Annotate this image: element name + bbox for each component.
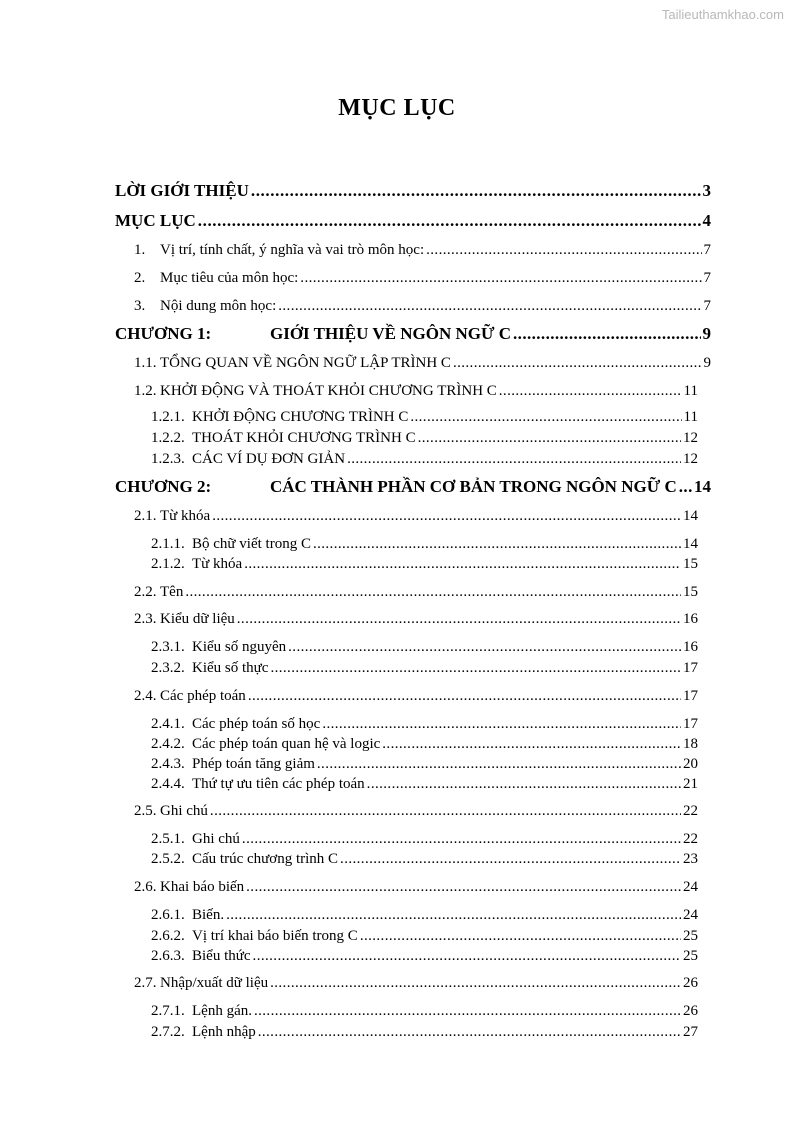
toc-entry-number: 2.7. <box>134 975 157 991</box>
toc-entry-page: 7 <box>703 270 711 286</box>
toc-entry-page: 12 <box>683 451 698 467</box>
toc-entry[interactable] <box>151 905 698 927</box>
toc-entry-number: 2.2. <box>134 584 157 600</box>
toc-entry-number: 2.6.3. <box>151 948 185 964</box>
toc-entry-page: 17 <box>683 660 698 676</box>
toc-entry-number: 1.2. <box>134 383 157 399</box>
toc-entry[interactable] <box>151 829 698 851</box>
toc-dot-leader <box>210 801 681 821</box>
toc-entry-page: 20 <box>683 756 698 772</box>
toc-entry-number: 1. <box>134 242 146 258</box>
toc-entry[interactable] <box>151 449 698 471</box>
toc-dot-leader <box>453 353 702 373</box>
toc-entry-title: THOÁT KHỎI CHƯƠNG TRÌNH C <box>192 430 416 446</box>
toc-entry-page: 7 <box>703 242 711 258</box>
toc-dot-leader <box>360 926 681 946</box>
toc-entry[interactable] <box>151 714 698 736</box>
toc-entry-title: Thứ tự ưu tiên các phép toán <box>192 776 365 792</box>
toc-entry-title: Nhập/xuất dữ liệu <box>160 975 269 991</box>
toc-entry-number: 2.5.2. <box>151 851 185 867</box>
toc-dot-leader <box>251 181 701 201</box>
toc-dot-leader <box>248 686 681 706</box>
toc-entry-number: 2.6.1. <box>151 907 185 923</box>
toc-entry[interactable] <box>115 324 711 346</box>
toc-entry-title: TỔNG QUAN VỀ NGÔN NGỮ LẬP TRÌNH C <box>160 355 451 371</box>
toc-entry[interactable] <box>115 211 711 233</box>
toc-dot-leader <box>242 829 681 849</box>
toc-entry-page: 23 <box>683 851 698 867</box>
toc-entry-number: 2.7.1. <box>151 1003 185 1019</box>
toc-dot-leader <box>322 714 681 734</box>
toc-entry-number: 2.1.1. <box>151 536 185 552</box>
toc-entry-number: 1.2.1. <box>151 409 185 425</box>
toc-dot-leader <box>300 268 701 288</box>
toc-dot-leader <box>258 1022 681 1042</box>
toc-dot-leader <box>253 946 681 966</box>
toc-entry-title: Mục tiêu của môn học: <box>160 270 299 286</box>
toc-entry-title: Lệnh nhập <box>192 1024 256 1040</box>
toc-dot-leader <box>382 734 681 754</box>
toc-entry-title: Ghi chú <box>160 803 208 819</box>
toc-entry-number: 2.5. <box>134 803 157 819</box>
toc-entry-page: 15 <box>683 556 698 572</box>
toc-entry-number: CHƯƠNG 1: <box>115 324 212 343</box>
toc-entry[interactable] <box>134 877 698 899</box>
toc-entry-title: Bộ chữ viết trong C <box>192 536 311 552</box>
toc-entry-title: Từ khóa <box>160 508 211 524</box>
toc-entry[interactable] <box>151 946 698 968</box>
toc-entry-number: 2.4.2. <box>151 736 185 752</box>
toc-entry-page: 14 <box>694 477 711 496</box>
toc-dot-leader <box>226 905 681 925</box>
toc-entry-title: GIỚI THIỆU VỀ NGÔN NGỮ C <box>270 324 512 343</box>
toc-entry[interactable] <box>151 407 698 429</box>
toc-entry-title: KHỞI ĐỘNG CHƯƠNG TRÌNH C <box>192 409 409 425</box>
toc-entry-title: Ghi chú <box>192 831 240 847</box>
toc-dot-leader <box>410 407 681 427</box>
toc-entry-number: 2.3.2. <box>151 660 185 676</box>
toc-entry-title: Tên <box>160 584 184 600</box>
toc-entry-page: 11 <box>683 383 698 399</box>
toc-dot-leader <box>278 296 701 316</box>
toc-dot-leader <box>426 240 701 260</box>
toc-entry[interactable] <box>134 240 711 262</box>
toc-dot-leader <box>367 774 681 794</box>
toc-entry-number: 3. <box>134 298 146 314</box>
toc-entry[interactable] <box>134 268 711 290</box>
toc-dot-leader <box>270 973 681 993</box>
toc-entry-title: Từ khóa <box>192 556 243 572</box>
toc-entry[interactable] <box>134 296 711 318</box>
toc-dot-leader <box>513 324 700 344</box>
toc-entry-title: Kiểu số thực <box>192 660 269 676</box>
toc-entry-number: CHƯƠNG 2: <box>115 477 212 496</box>
toc-entry-number: 2. <box>134 270 146 286</box>
toc-entry-page: 26 <box>683 975 698 991</box>
toc-entry-number: 2.4.4. <box>151 776 185 792</box>
toc-dot-leader <box>499 381 682 401</box>
toc-entry-number: 2.4. <box>134 688 157 704</box>
toc-entry-title: Các phép toán số học <box>192 716 321 732</box>
toc-entry-title: CÁC VÍ DỤ ĐƠN GIẢN <box>192 451 346 467</box>
toc-entry-title: Kiểu số nguyên <box>192 639 287 655</box>
toc-entry[interactable] <box>134 973 698 995</box>
toc-dot-leader <box>246 877 681 897</box>
toc-entry[interactable] <box>151 658 698 680</box>
toc-entry-page: 25 <box>683 928 698 944</box>
toc-entry[interactable] <box>151 1022 698 1044</box>
toc-entry-number: 1.2.3. <box>151 451 185 467</box>
toc-entry[interactable] <box>134 609 698 631</box>
toc-entry-number: 2.3.1. <box>151 639 185 655</box>
toc-entry-title: Các phép toán quan hệ và logic <box>192 736 381 752</box>
toc-dot-leader <box>270 658 681 678</box>
toc-entry-page: 12 <box>683 430 698 446</box>
toc-entry-page: 24 <box>683 907 698 923</box>
toc-entry-title: Cấu trúc chương trình C <box>192 851 339 867</box>
toc-entry-title: Lệnh gán. <box>192 1003 252 1019</box>
watermark: Tailieuthamkhao.com <box>661 7 784 22</box>
toc-entry-number: 2.6. <box>134 879 157 895</box>
toc-entry-number: 2.4.1. <box>151 716 185 732</box>
toc-dot-leader <box>418 428 681 448</box>
toc-entry-title: Phép toán tăng giảm <box>192 756 315 772</box>
toc-entry-page: 4 <box>702 211 711 230</box>
toc-dot-leader <box>313 534 681 554</box>
toc-entry[interactable] <box>151 554 698 576</box>
toc-entry-page: 16 <box>683 611 698 627</box>
toc-dot-leader <box>347 449 681 469</box>
toc-dot-leader <box>288 637 681 657</box>
toc-entry-number: 2.1. <box>134 508 157 524</box>
toc-entry[interactable] <box>134 582 698 604</box>
toc-entry[interactable] <box>151 926 698 948</box>
toc-dot-leader <box>244 554 681 574</box>
toc-entry-title: Kiểu dữ liệu <box>160 611 235 627</box>
toc-entry[interactable] <box>151 428 698 450</box>
toc-entry-page: 17 <box>683 688 698 704</box>
toc-entry-page: 9 <box>703 355 711 371</box>
toc-entry-page: 18 <box>683 736 698 752</box>
toc-dot-leader <box>212 506 681 526</box>
toc-entry-number: 2.4.3. <box>151 756 185 772</box>
toc-entry-title: Biểu thức <box>192 948 251 964</box>
toc-entry[interactable] <box>115 477 711 499</box>
toc-entry[interactable] <box>151 534 698 556</box>
toc-entry-page: 15 <box>683 584 698 600</box>
toc-entry-title: CÁC THÀNH PHẦN CƠ BẢN TRONG NGÔN NGỮ C <box>270 477 677 496</box>
toc-entry-title: Vị trí, tính chất, ý nghĩa và vai trò môn học: <box>160 242 425 258</box>
toc-entry-number: 1.1. <box>134 355 157 371</box>
toc-entry-page: 14 <box>683 536 698 552</box>
toc-entry-title: MỤC LỤC <box>115 211 196 230</box>
toc-entry-page: 27 <box>683 1024 698 1040</box>
toc-entry-title: KHỞI ĐỘNG VÀ THOÁT KHỎI CHƯƠNG TRÌNH C <box>160 383 497 399</box>
toc-entry-page: 24 <box>683 879 698 895</box>
toc-entry-page: 17 <box>683 716 698 732</box>
toc-dot-leader <box>254 1001 681 1021</box>
toc-dot-leader <box>198 211 701 231</box>
page-title: MỤC LỤC <box>338 95 456 121</box>
toc-entry-page: 11 <box>683 409 698 425</box>
toc-entry-number: 1.2.2. <box>151 430 185 446</box>
toc-entry[interactable] <box>134 801 698 823</box>
toc-entry[interactable] <box>151 774 698 796</box>
toc-entry-title: Nội dung môn học: <box>160 298 277 314</box>
toc-entry-title: Khai báo biến <box>160 879 245 895</box>
toc-entry-page: 14 <box>683 508 698 524</box>
toc-entry[interactable] <box>134 381 698 403</box>
toc-entry[interactable] <box>151 849 698 871</box>
toc-entry[interactable] <box>134 506 698 528</box>
toc-entry-page: 22 <box>683 803 698 819</box>
toc-dot-leader <box>185 582 681 602</box>
toc-entry-title: LỜI GIỚI THIỆU <box>115 181 249 200</box>
toc-entry-page: 21 <box>683 776 698 792</box>
toc-entry[interactable] <box>134 686 698 708</box>
toc-entry[interactable] <box>115 181 711 203</box>
toc-entry-number: 2.3. <box>134 611 157 627</box>
toc-dot-leader <box>237 609 681 629</box>
toc-entry-number: 2.5.1. <box>151 831 185 847</box>
toc-entry-page: 9 <box>702 324 711 343</box>
toc-dot-leader <box>679 477 692 497</box>
toc-entry-number: 2.6.2. <box>151 928 185 944</box>
toc-entry-number: 2.7.2. <box>151 1024 185 1040</box>
toc-entry-page: 25 <box>683 948 698 964</box>
toc-dot-leader <box>340 849 681 869</box>
toc-entry-page: 3 <box>702 181 711 200</box>
toc-entry[interactable] <box>151 1001 698 1023</box>
toc-entry-page: 16 <box>683 639 698 655</box>
toc-entry-page: 26 <box>683 1003 698 1019</box>
toc-entry[interactable] <box>151 637 698 659</box>
toc-entry-title: Các phép toán <box>160 688 246 704</box>
toc-entry[interactable] <box>151 734 698 756</box>
toc-entry[interactable] <box>151 754 698 776</box>
toc-entry[interactable] <box>134 353 711 375</box>
toc-entry-page: 7 <box>703 298 711 314</box>
toc-entry-title: Vị trí khai báo biến trong C <box>192 928 358 944</box>
toc-dot-leader <box>317 754 681 774</box>
toc-entry-page: 22 <box>683 831 698 847</box>
toc-entry-title: Biến. <box>192 907 225 923</box>
toc-entry-number: 2.1.2. <box>151 556 185 572</box>
